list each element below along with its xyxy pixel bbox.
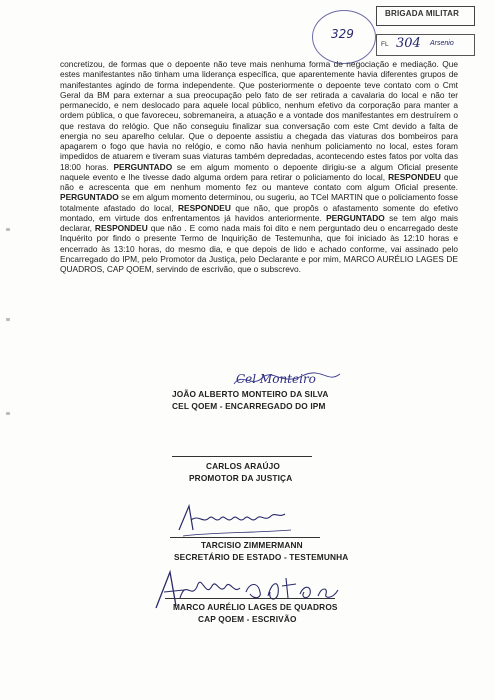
deposition-text: [60, 59, 458, 274]
signer-name: JOÃO ALBERTO MONTEIRO DA SILVA: [172, 389, 329, 399]
text-segment: se em algum momento determinou, ou sugeriu, ao TCel MARTIN que o policiamento fosse totalmente afastado do local,: [60, 192, 458, 213]
signature-zimmermann: [175, 500, 295, 540]
punch-mark: [6, 318, 10, 321]
text-segment: se tem algo mais declarar,: [60, 212, 458, 233]
signature-flourish: [232, 368, 342, 390]
signer-name: TARCISIO ZIMMERMANN: [201, 540, 303, 550]
handwritten-signature-monteiro: Cel Monteiro: [236, 372, 316, 386]
bold-keyword: RESPONDEU: [94, 223, 148, 233]
bold-keyword: PERGUNTADO: [60, 192, 119, 203]
punch-mark: [6, 228, 10, 231]
signer-role: CEL QOEM - ENCARREGADO DO IPM: [172, 401, 326, 411]
signer-name: CARLOS ARAÚJO: [206, 461, 281, 471]
round-stamp-number: 329: [331, 27, 354, 41]
signer-role: SECRETÁRIO DE ESTADO - TESTEMUNHA: [174, 552, 349, 562]
bold-keyword: PERGUNTADO: [326, 212, 385, 223]
stamp-initials: Arsenio: [430, 40, 454, 47]
bold-keyword: RESPONDEU: [178, 202, 231, 213]
signature-line: [172, 456, 312, 457]
signature-line: [165, 598, 335, 599]
text-segment: que não e acrescenta que em nenhum momento fez ou manteve contato com algum Oficial presente.: [60, 171, 458, 192]
signer-name: MARCO AURÉLIO LAGES DE QUADROS: [173, 602, 338, 612]
page-number-value: 304: [396, 36, 421, 51]
question-answer-segments: [60, 162, 458, 275]
punch-mark: [6, 412, 10, 415]
page-number-stamp: [376, 34, 475, 56]
signer-role: CAP QOEM - ESCRIVÃO: [198, 614, 297, 624]
opening-paragraph: concretizou, de formas que o depoente não teve mais nenhuma forma de negociação e mediação. Que estes manifestantes não tinham uma liderança específica, que aparentemente havia diferentes grupos de manifestantes agindo de forma independente. Que posteriormente o depoente teve contato com o Cmt Geral da BM para externar a sua preocupação pelo fato de ser retirada a cavalaria do local e não ter permanecido, e nem deslocado para aquele local público, nenhum efetivo da corporação para manter a ordem pública, o que favoreceu, sobremaneira, a atuação e a vontade dos manifestantes em destruírem o que restava do relógio. Que não conseguiu finalizar sua conversação com este Cmt devido a falta de energia no seu aparelho celular. Que o depoente assistiu a chegada das viaturas dos bombeiros para apagarem o fogo que havia no relógio, e como não havia nenhum policiamento no local, estes foram impedidos de atuarem e tiveram suas viaturas também depredadas, acontecendo estes fatos por volta das 18:00 horas.: [60, 59, 458, 172]
text-segment: que não, que propôs o afastamento somente do efetivo montado, em virtude dos enfrentamentos já havidos anteriormente.: [60, 202, 458, 223]
text-segment: se em algum momento o depoente dirigiu-se a algum Oficial presente naquele evento e lhe tivesse dado alguma ordem para retirar o policiamento do local,: [60, 161, 458, 182]
signature-line: [170, 537, 320, 538]
signer-role: PROMOTOR DA JUSTIÇA: [189, 473, 293, 483]
text-segment: que não . E como nada mais foi dito e nem perguntado deu o encarregado deste Inquérito por findo o presente Termo de Inquirição de Testemunha, que foi iniciado às 12:10 horas e encerrado às 13:10 horas, do mesmo dia, e que depois de lido e achado conforme, vai assinado pelo Encarregado do IPM, pelo Promotor da Justiça, pelo Declarante e por mim, MARCO AURÉLIO LAGES DE QUADROS, CAP QOEM, servindo de escrivão, que o subscrevo.: [60, 223, 458, 274]
bold-keyword: RESPONDEU: [388, 171, 441, 182]
page-number-label: FL: [381, 41, 389, 48]
brigada-stamp-text: BRIGADA MILITAR: [385, 9, 460, 18]
bold-keyword: PERGUNTADO: [113, 161, 173, 172]
